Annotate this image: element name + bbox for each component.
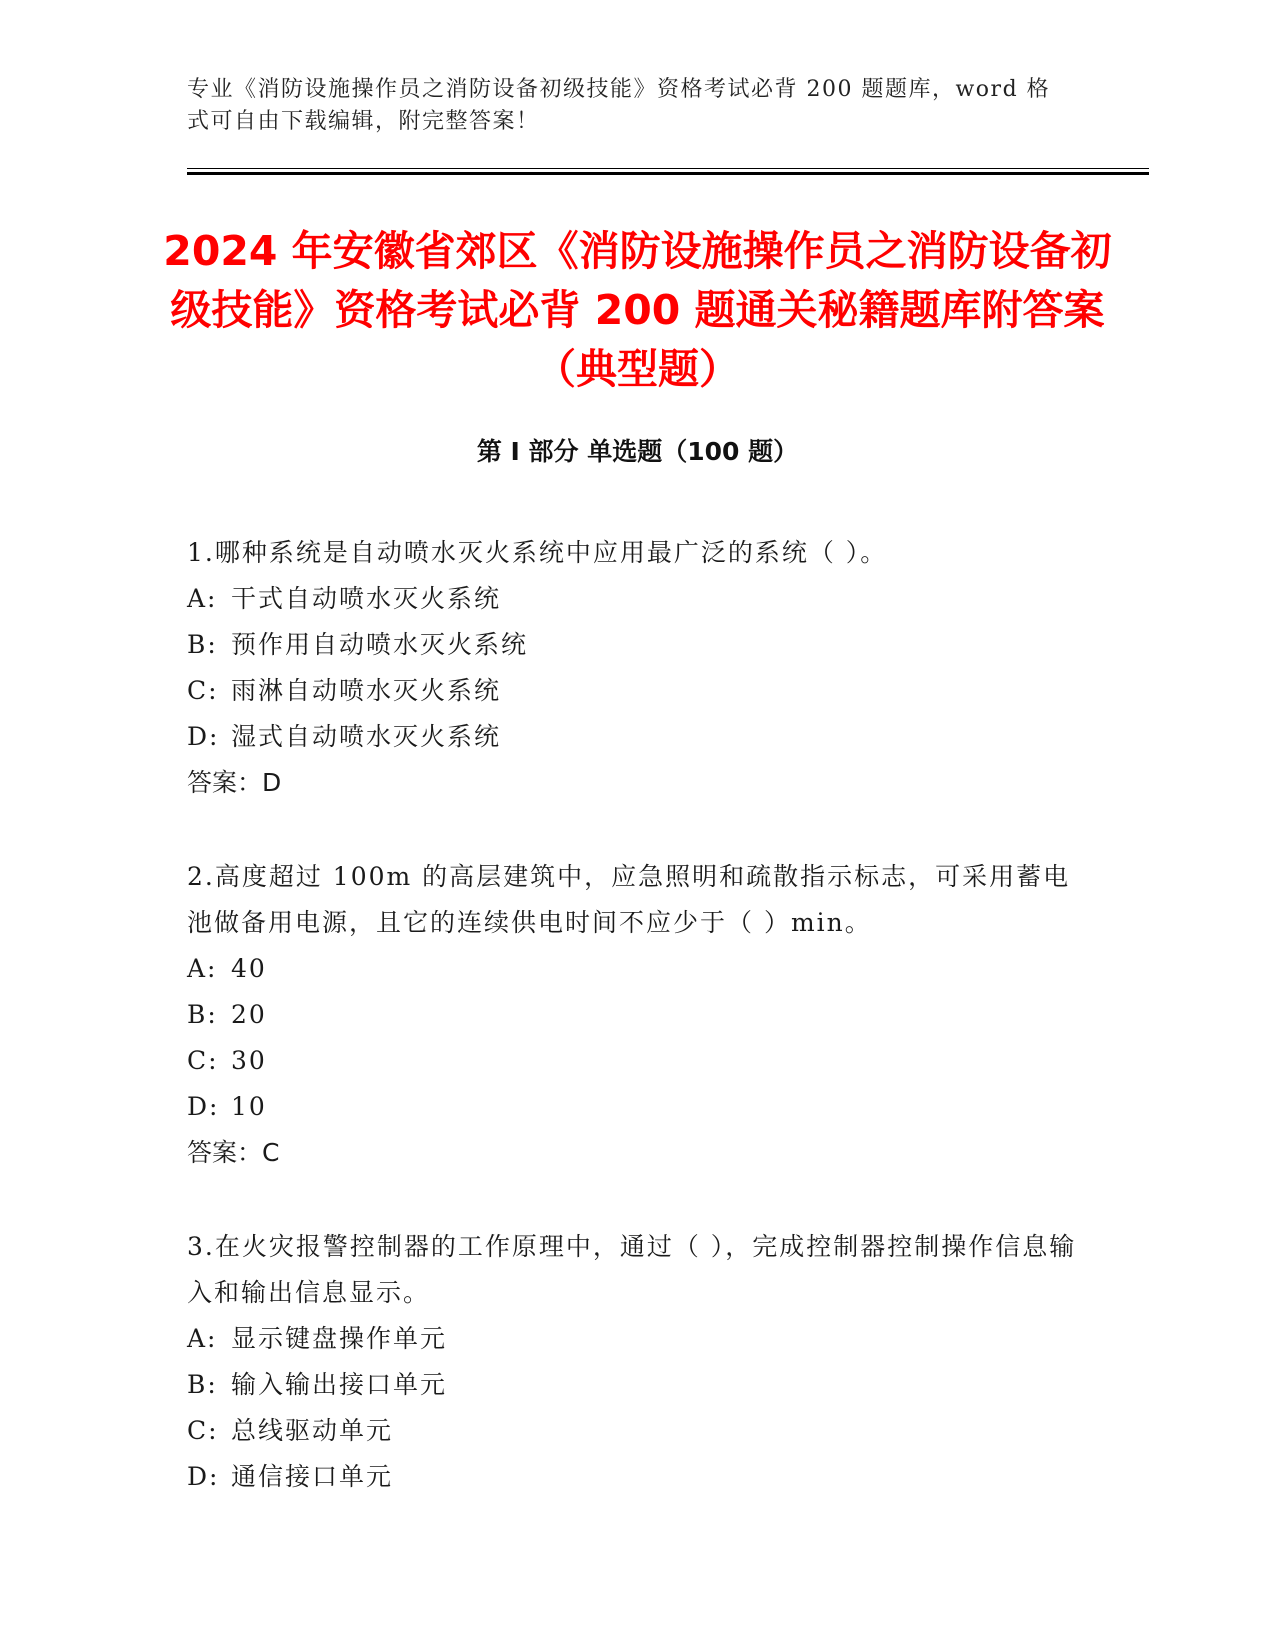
option-text: 雨淋自动喷水灭火系统 bbox=[231, 676, 502, 705]
answer-option bbox=[187, 1454, 1077, 1500]
answer-line: 答案：D bbox=[187, 768, 282, 797]
option-text: 30 bbox=[231, 1046, 267, 1075]
option-text: 通信接口单元 bbox=[231, 1462, 394, 1491]
answer-option bbox=[187, 668, 1077, 714]
answer-option bbox=[187, 1038, 1077, 1084]
option-key: A: bbox=[187, 1324, 218, 1353]
option-text: 干式自动喷水灭火系统 bbox=[231, 584, 502, 613]
answer-option bbox=[187, 946, 1077, 992]
option-key: A: bbox=[187, 954, 218, 983]
option-key: B: bbox=[187, 1000, 218, 1029]
question-stem: 3.在火灾报警控制器的工作原理中，通过（ ），完成控制器控制操作信息输入和输出信息显示。 bbox=[187, 1232, 1077, 1307]
option-text: 显示键盘操作单元 bbox=[231, 1324, 448, 1353]
option-text: 预作用自动喷水灭火系统 bbox=[231, 630, 529, 659]
answer-option bbox=[187, 622, 1077, 668]
option-key: C: bbox=[187, 1416, 219, 1445]
question-list bbox=[187, 530, 1077, 1548]
option-text: 输入输出接口单元 bbox=[231, 1370, 448, 1399]
question-item bbox=[187, 854, 1077, 1176]
option-text: 湿式自动喷水灭火系统 bbox=[231, 722, 502, 751]
option-key: A: bbox=[187, 584, 218, 613]
answer-option bbox=[187, 1316, 1077, 1362]
question-stem: 2.高度超过 100m 的高层建筑中，应急照明和疏散指示标志，可采用蓄电池做备用电源，且它的连续供电时间不应少于（ ）min。 bbox=[187, 862, 1071, 937]
option-key: B: bbox=[187, 630, 218, 659]
answer-option bbox=[187, 714, 1077, 760]
option-key: D: bbox=[187, 722, 220, 751]
answer-option bbox=[187, 1362, 1077, 1408]
question-item bbox=[187, 1224, 1077, 1500]
question-item bbox=[187, 530, 1077, 806]
option-key: C: bbox=[187, 676, 219, 705]
answer-option bbox=[187, 1408, 1077, 1454]
answer-option bbox=[187, 576, 1077, 622]
option-key: D: bbox=[187, 1462, 220, 1491]
option-text: 10 bbox=[231, 1092, 267, 1121]
question-stem: 1.哪种系统是自动喷水灭火系统中应用最广泛的系统（ ）。 bbox=[187, 538, 888, 567]
option-key: C: bbox=[187, 1046, 219, 1075]
answer-option bbox=[187, 992, 1077, 1038]
header-divider-thick bbox=[187, 172, 1149, 175]
option-text: 20 bbox=[231, 1000, 267, 1029]
header-divider-thin bbox=[187, 168, 1149, 169]
option-key: D: bbox=[187, 1092, 220, 1121]
answer-option bbox=[187, 1084, 1077, 1130]
section-title: 第 I 部分 单选题（100 题） bbox=[476, 437, 799, 466]
option-text: 40 bbox=[231, 954, 267, 983]
option-text: 总线驱动单元 bbox=[231, 1416, 394, 1445]
answer-line: 答案：C bbox=[187, 1138, 280, 1167]
document-title: 2024 年安徽省郊区《消防设施操作员之消防设备初级技能》资格考试必背 200 题通关秘籍题库附答案（典型题） bbox=[163, 227, 1112, 393]
option-key: B: bbox=[187, 1370, 218, 1399]
header-note: 专业《消防设施操作员之消防设备初级技能》资格考试必背 200 题题库，word 格式可自由下载编辑，附完整答案！ bbox=[187, 77, 1051, 134]
